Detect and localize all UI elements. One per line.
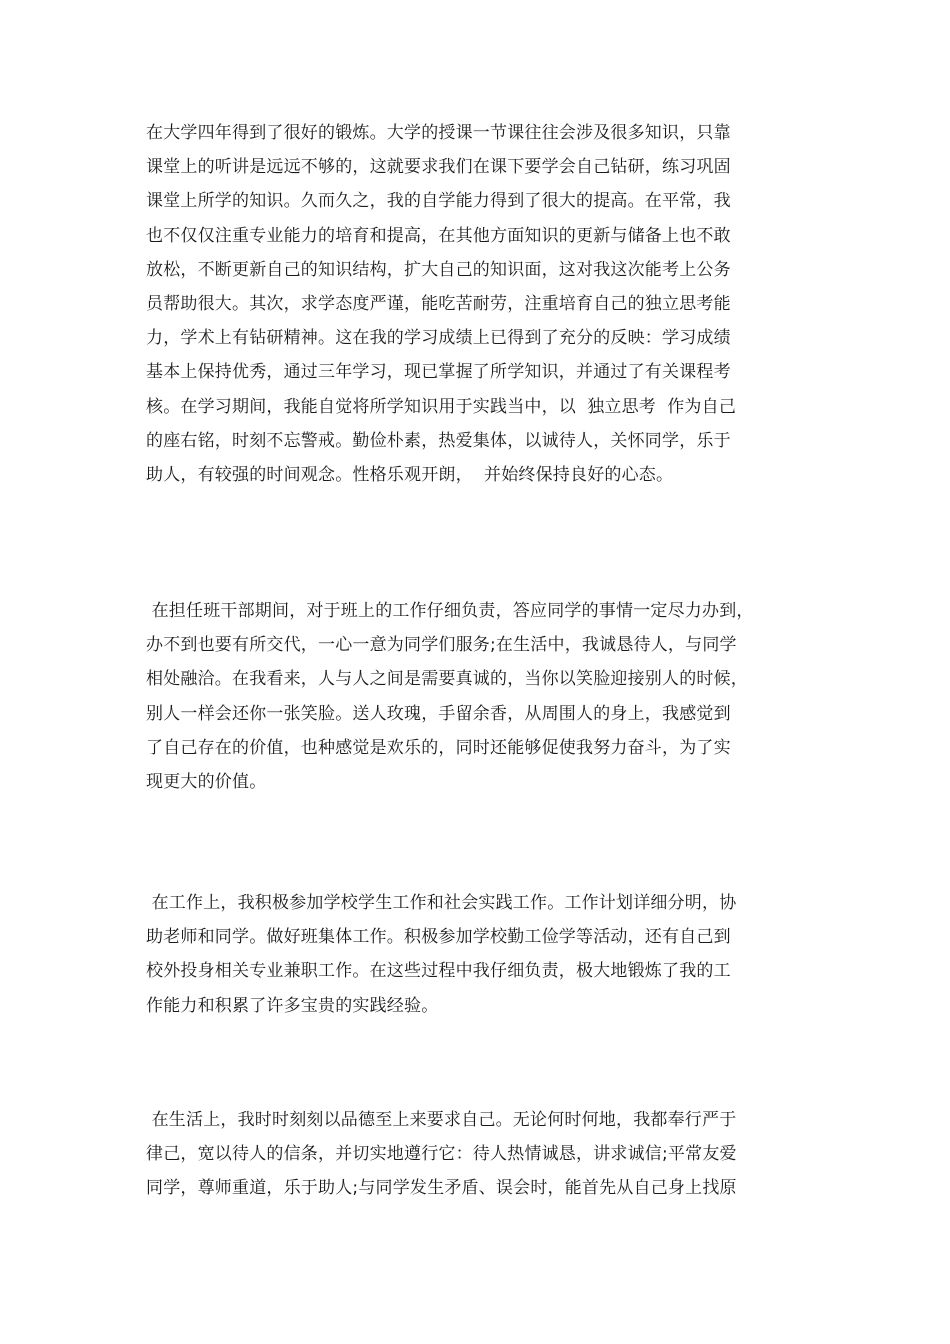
text-line: 作能力和积累了许多宝贵的实践经验。 <box>146 995 439 1016</box>
text-line: 在大学四年得到了很好的锻炼。大学的授课一节课往往会涉及很多知识，只靠 <box>146 123 731 143</box>
text-line: 现更大的价值。 <box>146 771 267 792</box>
text-line: 助人，有较强的时间观念。性格乐观开朗， 并始终保持良好的心态。 <box>146 464 674 485</box>
text-line: 同学，尊师重道，乐于助人;与同学发生矛盾、误会时，能首先从自己身上找原 <box>146 1178 737 1199</box>
text-line: 课堂上的听讲是远远不够的，这就要求我们在课下要学会自己钻研，练习巩固 <box>146 157 731 178</box>
text-line: 在工作上，我积极参加学校学生工作和社会实践工作。工作计划详细分明，协 <box>146 893 737 913</box>
text-line: 力，学术上有钻研精神。这在我的学习成绩上已得到了充分的反映：学习成绩 <box>146 328 731 349</box>
text-line: 核。在学习期间，我能自觉将所学知识用于实践当中，以 独立思考 作为自己 <box>146 396 737 417</box>
text-line: 的座右铭，时刻不忘警戒。勤俭朴素，热爱集体，以诚待人，关怀同学，乐于 <box>146 430 731 451</box>
text-line: 别人一样会还你一张笑脸。送人玫瑰，手留余香，从周围人的身上，我感觉到 <box>146 703 731 724</box>
text-line: 课堂上所学的知识。久而久之，我的自学能力得到了很大的提高。在平常，我 <box>146 191 731 212</box>
text-line: 在担任班干部期间，对于班上的工作仔细负责，答应同学的事情一定尽力办到， <box>146 601 754 621</box>
text-line: 在生活上，我时时刻刻以品德至上来要求自己。无论何时何地，我都奉行严于 <box>146 1110 737 1130</box>
paragraph-study <box>146 116 816 492</box>
text-line: 放松，不断更新自己的知识结构，扩大自己的知识面，这对我这次能考上公务 <box>146 259 731 280</box>
paragraph-work <box>146 886 816 1023</box>
paragraph-class-cadre <box>146 594 816 799</box>
text-line: 助老师和同学。做好班集体工作。积极参加学校勤工俭学等活动，还有自己到 <box>146 927 731 948</box>
paragraph-life <box>146 1103 816 1206</box>
text-line: 律己，宽以待人的信条，并切实地遵行它：待人热情诚恳，讲求诚信;平常友爱 <box>146 1144 737 1165</box>
text-line: 基本上保持优秀，通过三年学习，现已掌握了所学知识，并通过了有关课程考 <box>146 362 731 383</box>
text-line: 校外投身相关专业兼职工作。在这些过程中我仔细负责，极大地锻炼了我的工 <box>146 961 731 982</box>
text-line: 了自己存在的价值，也种感觉是欢乐的，同时还能够促使我努力奋斗，为了实 <box>146 737 731 758</box>
text-line: 相处融洽。在我看来，人与人之间是需要真诚的，当你以笑脸迎接别人的时候， <box>146 669 748 690</box>
text-line: 也不仅仅注重专业能力的培育和提高，在其他方面知识的更新与储备上也不敢 <box>146 225 731 246</box>
text-line: 办不到也要有所交代，一心一意为同学们服务;在生活中，我诚恳待人，与同学 <box>146 635 737 656</box>
text-line: 员帮助很大。其次，求学态度严谨，能吃苦耐劳，注重培育自己的独立思考能 <box>146 293 731 314</box>
